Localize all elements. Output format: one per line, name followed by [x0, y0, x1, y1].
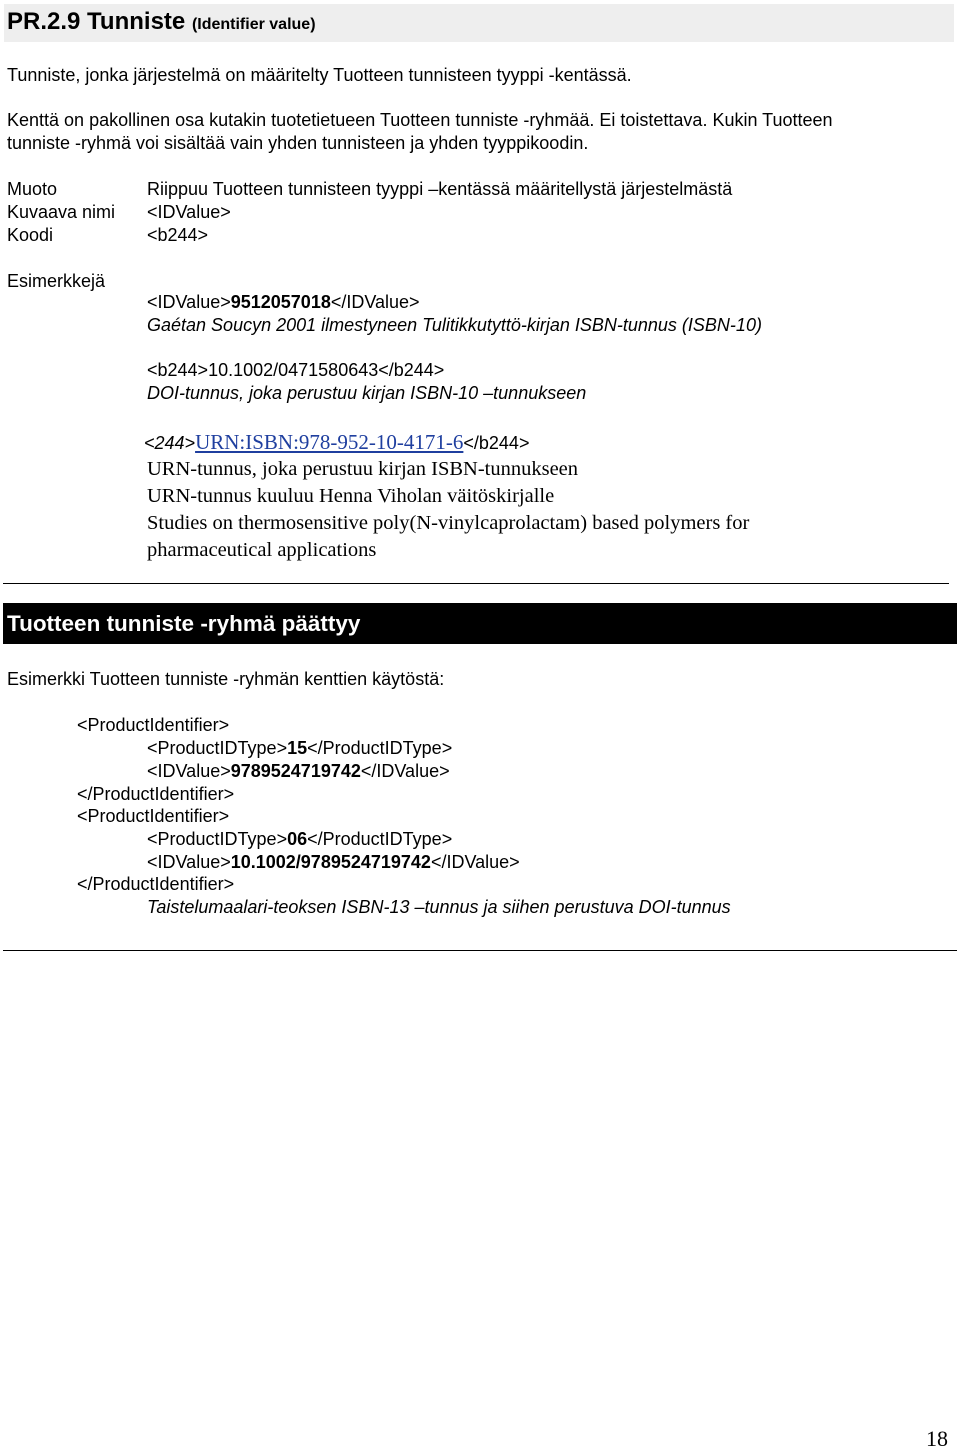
section-separator-line — [3, 583, 949, 584]
example-1-open-tag: <IDValue> — [147, 292, 231, 312]
field-label-esimerkkeja: Esimerkkejä — [7, 271, 106, 291]
usage-type-value-1: 15 — [287, 738, 308, 758]
usage-type-open-tag: <ProductIDType> — [147, 738, 288, 758]
field-label-muoto: Muoto — [7, 179, 58, 199]
usage-id-value-2 — [147, 851, 520, 874]
usage-id-value-text-2: 10.1002/9789524719742 — [230, 852, 431, 872]
section-title — [7, 8, 316, 39]
usage-id-open-tag: <IDValue> — [147, 852, 231, 872]
section-title-subtitle: (Identifier value) — [191, 16, 316, 33]
example-1-value: 9512057018 — [230, 292, 331, 312]
bottom-rule — [3, 950, 957, 951]
field-value-muoto: Riippuu Tuotteen tunnisteen tyyppi –kentässä määritellystä järjestelmästä — [147, 179, 733, 199]
usage-type-open-tag: <ProductIDType> — [147, 829, 288, 849]
example-2-code: <b244>10.1002/0471580643</b244> — [147, 360, 445, 380]
example-1-code — [147, 291, 420, 314]
usage-id-value-text-1: 9789524719742 — [230, 761, 361, 781]
usage-id-open-tag: <IDValue> — [147, 761, 231, 781]
example-1-close-tag: </IDValue> — [330, 292, 420, 312]
example-3-open-tag: <244> — [144, 433, 196, 453]
usage-product-identifier-close-2: </ProductIdentifier> — [77, 874, 235, 894]
usage-id-close-tag: </IDValue> — [360, 761, 450, 781]
usage-type-close-tag: </ProductIDType> — [307, 829, 453, 849]
usage-id-close-tag: </IDValue> — [430, 852, 520, 872]
intro-paragraph-1: Tunniste, jonka järjestelmä on määritelty Tuotteen tunnisteen tyyppi -kentässä. — [7, 65, 632, 85]
section-title-main: PR.2.9 Tunniste — [7, 8, 186, 35]
field-value-kuvaava-nimi: <IDValue> — [147, 202, 231, 222]
usage-type-close-tag: </ProductIDType> — [307, 738, 453, 758]
usage-product-id-type-2 — [147, 828, 452, 851]
example-3-urn-link[interactable]: URN:ISBN:978-952-10-4171-6 — [195, 430, 464, 454]
usage-heading: Esimerkki Tuotteen tunniste -ryhmän kenttien käytöstä: — [7, 669, 445, 689]
usage-caption: Taistelumaalari-teoksen ISBN-13 –tunnus ja siihen perustuva DOI-tunnus — [147, 897, 731, 917]
field-label-kuvaava-nimi: Kuvaava nimi — [7, 202, 116, 222]
usage-type-value-2: 06 — [287, 829, 308, 849]
field-label-koodi: Koodi — [7, 225, 54, 245]
example-3-description-3: Studies on thermosensitive poly(N-vinylcaprolactam) based polymers for — [147, 512, 750, 534]
field-value-koodi: <b244> — [147, 225, 209, 245]
example-3-close-tag: </b244> — [463, 433, 530, 453]
group-end-title: Tuotteen tunniste -ryhmä päättyy — [7, 611, 361, 636]
usage-id-value-1 — [147, 760, 450, 783]
example-2-description: DOI-tunnus, joka perustuu kirjan ISBN-10 –tunnukseen — [147, 383, 587, 403]
example-1-description: Gaétan Soucyn 2001 ilmestyneen Tulitikkutyttö-kirjan ISBN-tunnus (ISBN-10) — [147, 315, 762, 335]
usage-product-id-type-1 — [147, 737, 452, 760]
example-3-code — [144, 429, 529, 457]
usage-product-identifier-open-2: <ProductIdentifier> — [77, 806, 230, 826]
usage-product-identifier-open-1: <ProductIdentifier> — [77, 715, 230, 735]
example-3-description-1: URN-tunnus, joka perustuu kirjan ISBN-tunnukseen — [147, 458, 579, 480]
usage-product-identifier-close-1: </ProductIdentifier> — [77, 784, 235, 804]
example-3-description-2: URN-tunnus kuuluu Henna Viholan väitöskirjalle — [147, 485, 555, 507]
page-number: 18 — [926, 1426, 948, 1451]
intro-paragraph-2-line-1: Kenttä on pakollinen osa kutakin tuotetietueen Tuotteen tunniste -ryhmää. Ei toistettava. Kukin Tuotteen — [7, 110, 833, 130]
example-3-description-4: pharmaceutical applications — [147, 539, 377, 561]
intro-paragraph-2-line-2: tunniste -ryhmä voi sisältää vain yhden tunnisteen ja yhden tyyppikoodin. — [7, 133, 589, 153]
